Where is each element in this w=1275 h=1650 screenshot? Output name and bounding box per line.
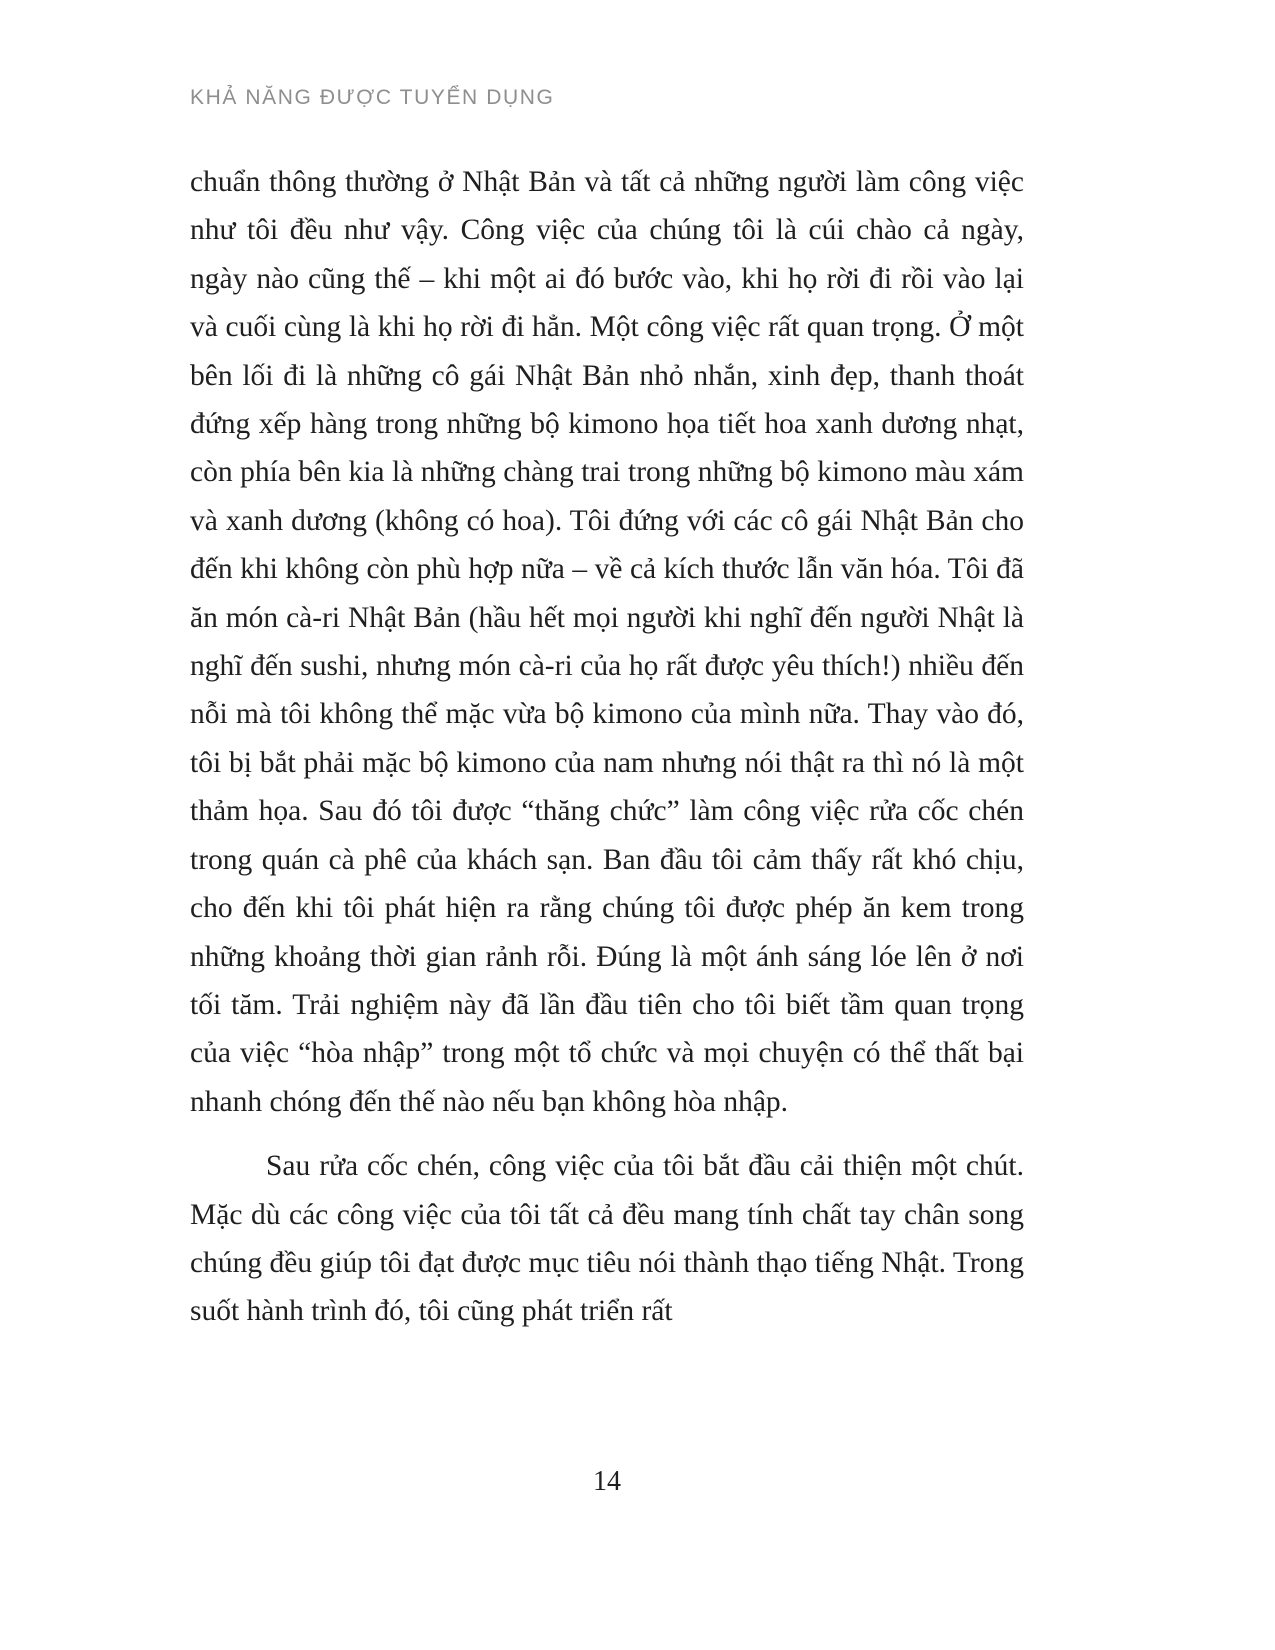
page-number: 14 — [593, 1466, 621, 1497]
body-text — [190, 158, 1024, 1336]
paragraph: Sau rửa cốc chén, công việc của tôi bắt đầu cải thiện một chút. Mặc dù các công việc của tôi tất cả đều mang tính chất tay chân song chúng đều giúp tôi đạt được mục tiêu nói thành thạo tiếng Nhật. Trong suốt hành trình đó, tôi cũng phát triển rất — [190, 1150, 1024, 1328]
running-head: KHẢ NĂNG ĐƯỢC TUYỂN DỤNG — [190, 86, 555, 109]
paragraph-continuation: chuẩn thông thường ở Nhật Bản và tất cả những người làm công việc như tôi đều như vậy. Công việc của chúng tôi là cúi chào cả ngày, ngày nào cũng thế – khi một ai đó bước vào, khi họ rời đi rồi vào lại và cuối cùng là khi họ rời đi hẳn. Một công việc rất quan trọng. Ở một bên lối đi là những cô gái Nhật Bản nhỏ nhắn, xinh đẹp, thanh thoát đứng xếp hàng trong những bộ kimono họa tiết hoa xanh dương nhạt, còn phía bên kia là những chàng trai trong những bộ kimono màu xám và xanh dương (không có hoa). Tôi đứng với các cô gái Nhật Bản cho đến khi không còn phù hợp nữa – về cả kích thước lẫn văn hóa. Tôi đã ăn món cà-ri Nhật Bản (hầu hết mọi người khi nghĩ đến người Nhật là nghĩ đến sushi, nhưng món cà-ri của họ rất được yêu thích!) nhiều đến nỗi mà tôi không thể mặc vừa bộ kimono của mình nữa. Thay vào đó, tôi bị bắt phải mặc bộ kimono của nam nhưng nói thật ra thì nó là một thảm họa. Sau đó tôi được “thăng chức” làm công việc rửa cốc chén trong quán cà phê của khách sạn. Ban đầu tôi cảm thấy rất khó chịu, cho đến khi tôi phát hiện ra rằng chúng tôi được phép ăn kem trong những khoảng thời gian rảnh rỗi. Đúng là một ánh sáng lóe lên ở nơi tối tăm. Trải nghiệm này đã lần đầu tiên cho tôi biết tầm quan trọng của việc “hòa nhập” trong một tổ chức và mọi chuyện có thể thất bại nhanh chóng đến thế nào nếu bạn không hòa nhập. — [190, 166, 1024, 1118]
